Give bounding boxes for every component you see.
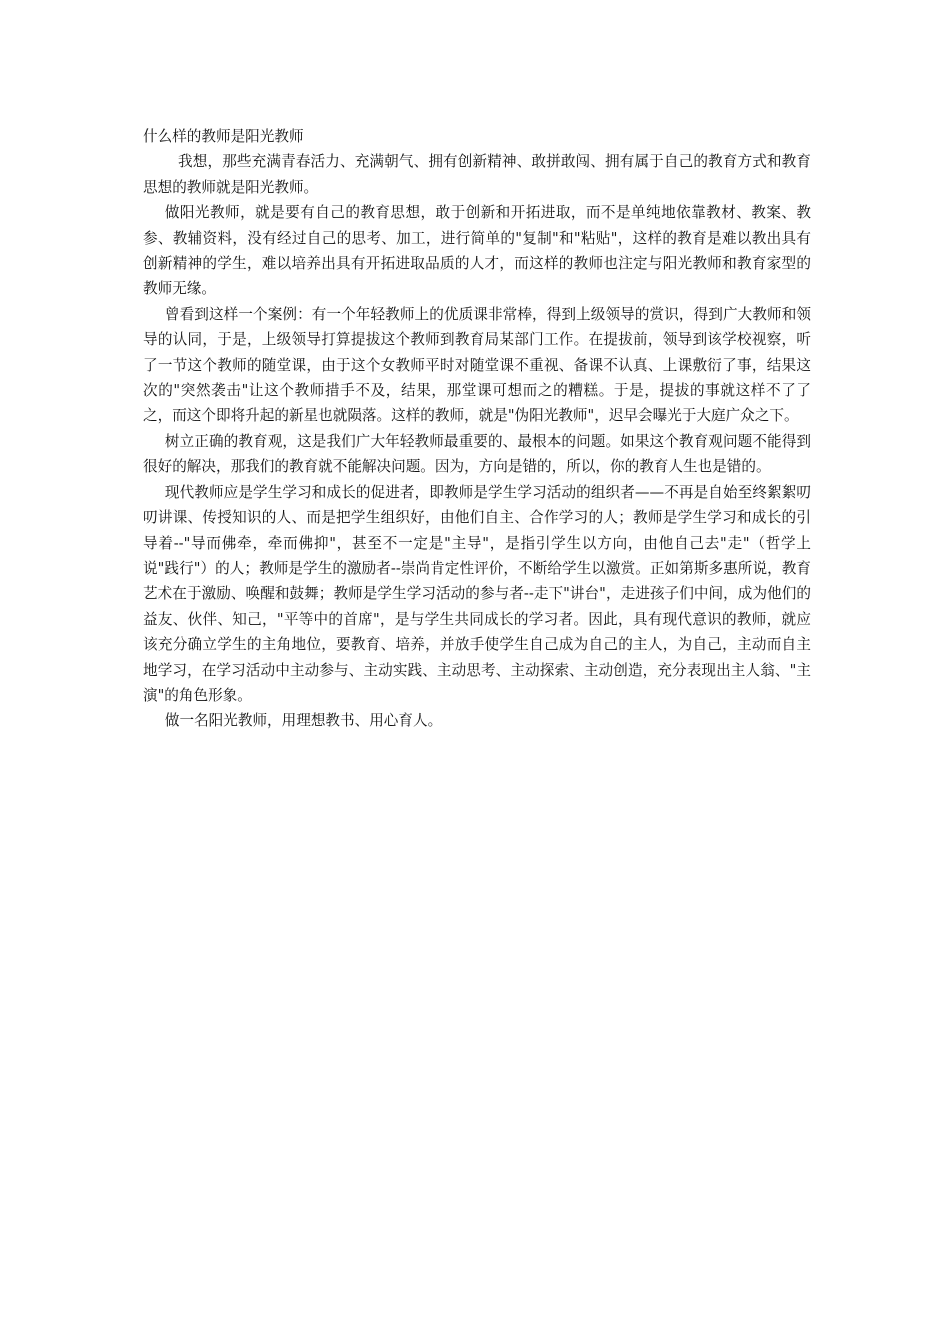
document-page: [143, 124, 811, 734]
paragraph-modern-teacher: 现代教师应是学生学习和成长的促进者，即教师是学生学习活动的组织者——不再是自始至终絮絮叨叨讲课、传授知识的人、而是把学生组织好，由他们自主、合作学习的人；教师是学生学习和成长的引导着--"导而佛牵，牵而佛抑"，甚至不一定是"主导"，是指引学生以方向，由他自己去"走"（哲学上说"践行"）的人；教师是学生的激励者--崇尚肯定性评价，不断给学生以激赏。正如第斯多惠所说，教育艺术在于激励、唤醒和鼓舞；教师是学生学习活动的参与者--走下"讲台"，走进孩子们中间，成为他们的益友、伙伴、知己，"平等中的首席"，是与学生共同成长的学习者。因此，具有现代意识的教师，就应该充分确立学生的主角地位，要教育、培养，并放手使学生自己成为自己的主人，为自己，主动而自主地学习，在学习活动中主动参与、主动实践、主动思考、主动探索、主动创造，充分表现出主人翁、"主演"的角色形象。: [143, 483, 811, 704]
paragraph-case-study: 曾看到这样一个案例：有一个年轻教师上的优质课非常棒，得到上级领导的赏识，得到广大教师和领导的认同，于是，上级领导打算提拔这个教师到教育局某部门工作。在提拔前，领导到该学校视察，听了一节这个教师的随堂课，由于这个女教师平时对随堂课不重视、备课不认真、上课敷衍了事，结果这次的"突然袭击"让这个教师措手不及，结果，那堂课可想而之的糟糕。于是，提拔的事就这样不了了之，而这个即将升起的新星也就陨落。这样的教师，就是"伪阳光教师"，迟早会曝光于大庭广众之下。: [143, 305, 811, 425]
paragraph-intro: 我想，那些充满青春活力、充满朝气、拥有创新精神、敢拼敢闯、拥有属于自己的教育方式和教育思想的教师就是阳光教师。: [143, 153, 811, 196]
paragraph-education-view: 树立正确的教育观，这是我们广大年轻教师最重要的、最根本的问题。如果这个教育观问题不能得到很好的解决，那我们的教育就不能解决问题。因为，方向是错的，所以，你的教育人生也是错的。: [143, 432, 811, 476]
paragraph-own-thought: 做阳光教师，就是要有自己的教育思想，敢于创新和开拓进取，而不是单纯地依靠教材、教案、教参、教辅资料，没有经过自己的思考、加工，进行简单的"复制"和"粘贴"，这样的教育是难以教出具有创新精神的学生，难以培养出具有开拓进取品质的人才，而这样的教师也注定与阳光教师和教育家型的教师无缘。: [143, 204, 811, 298]
document-title: 什么样的教师是阳光教师: [143, 128, 304, 145]
paragraph-conclusion: 做一名阳光教师，用理想教书、用心育人。: [164, 712, 443, 730]
